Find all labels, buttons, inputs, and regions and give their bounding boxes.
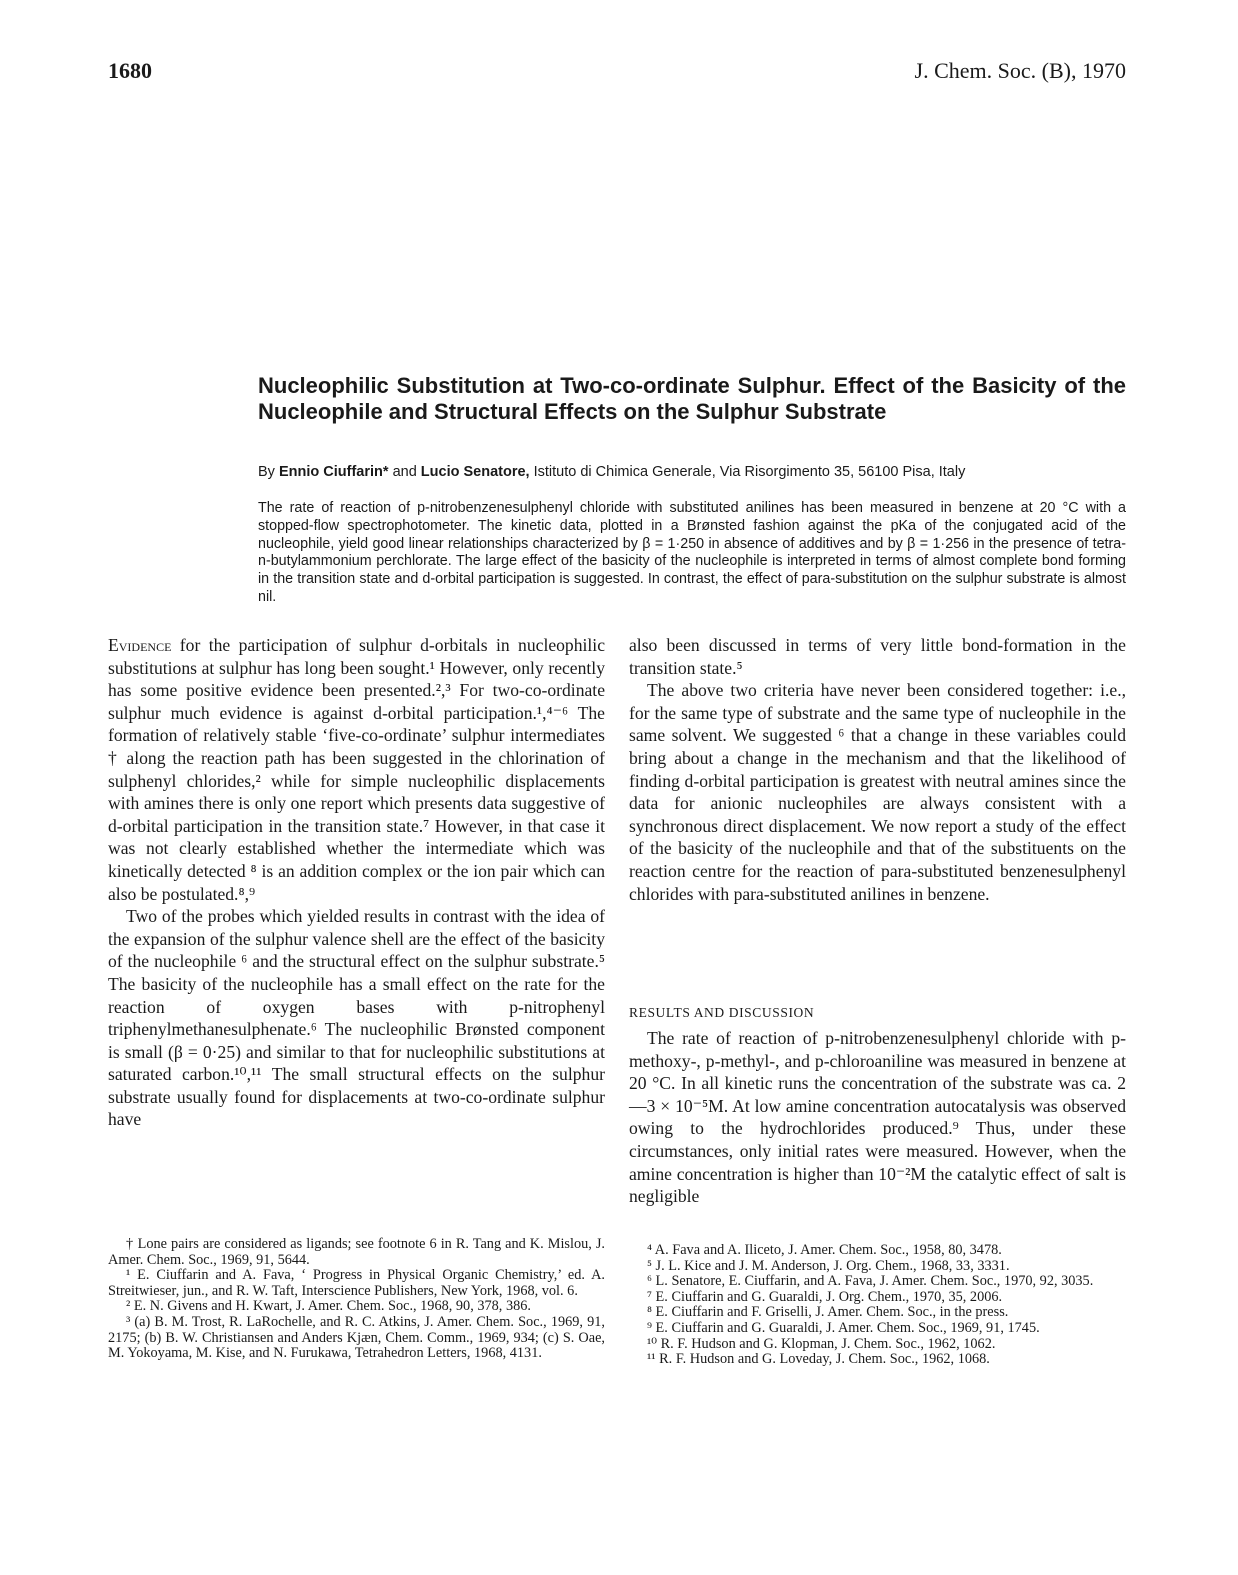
footnote: ⁶ L. Senatore, E. Ciuffarin, and A. Fava, J. Amer. Chem. Soc., 1970, 92, 3035. <box>647 1273 1094 1290</box>
byline <box>258 464 1126 480</box>
article-title: Nucleophilic Substitution at Two-co-ordinate Sulphur. Effect of the Basicity of the Nucleophile and Structural Effects on the Sulphur Substrate <box>258 373 1126 424</box>
footnotes-right <box>629 1243 1126 1368</box>
paragraph-text: for the participation of sulphur d-orbitals in nucleophilic substitutions at sulphur has long been sought.¹ However, only recently has some positive evidence been presented.²,³ For two-co-ordinate sulphur much evidence is against d-orbital participation.¹,⁴⁻⁶ The formation of relatively stable ‘five-co-ordinate’ sulphur intermediates † along the reaction path has been suggested in the chlorination of sulphenyl chlorides,² while for simple nucleophilic displacements with amines there is only one report which presents data suggestive of d-orbital participation in the transition state.⁷ However, in that case it was not clearly established whether the intermediate which was kinetically detected ⁸ is an addition complex or the ion pair which can also be postulated.⁸,⁹ <box>108 635 605 904</box>
body-paragraph: Two of the probes which yielded results in contrast with the idea of the expansion of the sulphur valence shell are the effect of the basicity of the nucleophile ⁶ and the structural effect on the sulphur substrate.⁵ The basicity of the nucleophile has a small effect on the rate for the reaction of oxygen bases with p-nitrophenyl triphenylmethanesulphenate.⁶ The nucleophilic Brønsted component is small (β = 0·25) and similar to that for nucleophilic substitutions at saturated carbon.¹⁰,¹¹ The small structural effects on the sulphur substrate usually found for displacements at two-co-ordinate sulphur have <box>108 906 605 1130</box>
byline-prefix: By <box>258 464 275 480</box>
body-column-right-continued <box>629 1027 1126 1208</box>
footnote: ¹¹ R. F. Hudson and G. Loveday, J. Chem. Soc., 1962, 1068. <box>647 1351 990 1368</box>
page-number: 1680 <box>108 58 152 83</box>
footnote: ² E. N. Givens and H. Kwart, J. Amer. Chem. Soc., 1968, 90, 378, 386. <box>126 1298 531 1315</box>
lead-word: Evidence <box>108 635 172 655</box>
body-column-left <box>108 634 605 1131</box>
footnote: ⁹ E. Ciuffarin and G. Guaraldi, J. Amer. Chem. Soc., 1969, 91, 1745. <box>647 1319 1040 1336</box>
author-name: Ennio Ciuffarin <box>278 464 383 480</box>
corresponding-author-mark: * <box>382 464 389 480</box>
body-column-right <box>629 634 1126 905</box>
journal-reference: J. Chem. Soc. (B), 1970 <box>914 58 1126 83</box>
affiliation: Istituto di Chimica Generale, Via Risorgimento 35, 56100 Pisa, Italy <box>533 464 966 480</box>
footnotes-left <box>108 1237 605 1362</box>
abstract: The rate of reaction of p-nitrobenzenesulphenyl chloride with substituted anilines has been measured in benzene at 20 °C with a stopped-flow spectrophotometer. The kinetic data, plotted in a Brønsted fashion against the pKa of the conjugated acid of the nucleophile, yield good linear relationships characterized by β = 1·250 in absence of additives and by β = 1·256 in the presence of tetra-n-butylammonium perchlorate. The large effect of the basicity of the nucleophile is interpreted in terms of almost complete bond forming in the transition state and d-orbital participation is suggested. In contrast, the effect of para-substitution on the sulphur substrate is almost nil. <box>258 500 1126 605</box>
byline-conjunction: and <box>392 464 417 480</box>
footnote: ¹ E. Ciuffarin and A. Fava, ‘ Progress in Physical Organic Chemistry,’ ed. A. Streitwieser, jun., and R. W. Taft, Interscience Publishers, New York, 1968, vol. 6. <box>108 1267 605 1299</box>
footnote: ⁵ J. L. Kice and J. M. Anderson, J. Org. Chem., 1968, 33, 3331. <box>647 1257 1010 1274</box>
footnote: ³ (a) B. M. Trost, R. LaRochelle, and R. C. Atkins, J. Amer. Chem. Soc., 1969, 91, 2175; (b) B. W. Christiansen and Anders Kjæn, Chem. Comm., 1969, 934; (c) S. Oae, M. Yokoyama, M. Kise, and N. Furukawa, Tetrahedron Letters, 1968, 4131. <box>108 1313 605 1362</box>
body-paragraph: also been discussed in terms of very little bond-formation in the transition state.⁵ <box>629 635 1126 678</box>
body-paragraph <box>108 634 605 905</box>
footnote: ⁷ E. Ciuffarin and G. Guaraldi, J. Org. Chem., 1970, 35, 2006. <box>647 1288 1003 1305</box>
footnote: ¹⁰ R. F. Hudson and G. Klopman, J. Chem. Soc., 1962, 1062. <box>647 1335 996 1352</box>
body-paragraph: The above two criteria have never been considered together: i.e., for the same type of substrate and the same type of nucleophile in the same solvent. We suggested ⁶ that a change in these variables could bring about a change in the mechanism and that the likelihood of finding d-orbital participation is greatest with neutral amines since the data for anionic nucleophiles are always consistent with a synchronous direct displacement. We now report a study of the effect of the basicity of the nucleophile and that of the substituents on the reaction centre for the reaction of para-substituted benzenesulphenyl chlorides with para-substituted anilines in benzene. <box>629 680 1126 904</box>
footnote: ⁸ E. Ciuffarin and F. Griselli, J. Amer. Chem. Soc., in the press. <box>647 1304 1009 1321</box>
body-paragraph: The rate of reaction of p-nitrobenzenesulphenyl chloride with p-methoxy-, p-methyl-, and p-chloroaniline was measured in benzene at 20 °C. In all kinetic runs the concentration of the substrate was ca. 2—3 × 10⁻⁵M. At low amine concentration autocatalysis was observed owing to the hydrochlorides produced.⁹ Thus, under these circumstances, only initial rates were measured. However, when the amine concentration is higher than 10⁻²M the catalytic effect of salt is negligible <box>629 1028 1126 1207</box>
footnote: † Lone pairs are considered as ligands; see footnote 6 in R. Tang and K. Mislou, J. Amer. Chem. Soc., 1969, 91, 5644. <box>108 1236 605 1268</box>
section-heading: RESULTS AND DISCUSSION <box>629 1005 815 1020</box>
footnote: ⁴ A. Fava and A. Iliceto, J. Amer. Chem. Soc., 1958, 80, 3478. <box>647 1242 1002 1258</box>
author-name: Lucio Senatore, <box>420 464 530 480</box>
